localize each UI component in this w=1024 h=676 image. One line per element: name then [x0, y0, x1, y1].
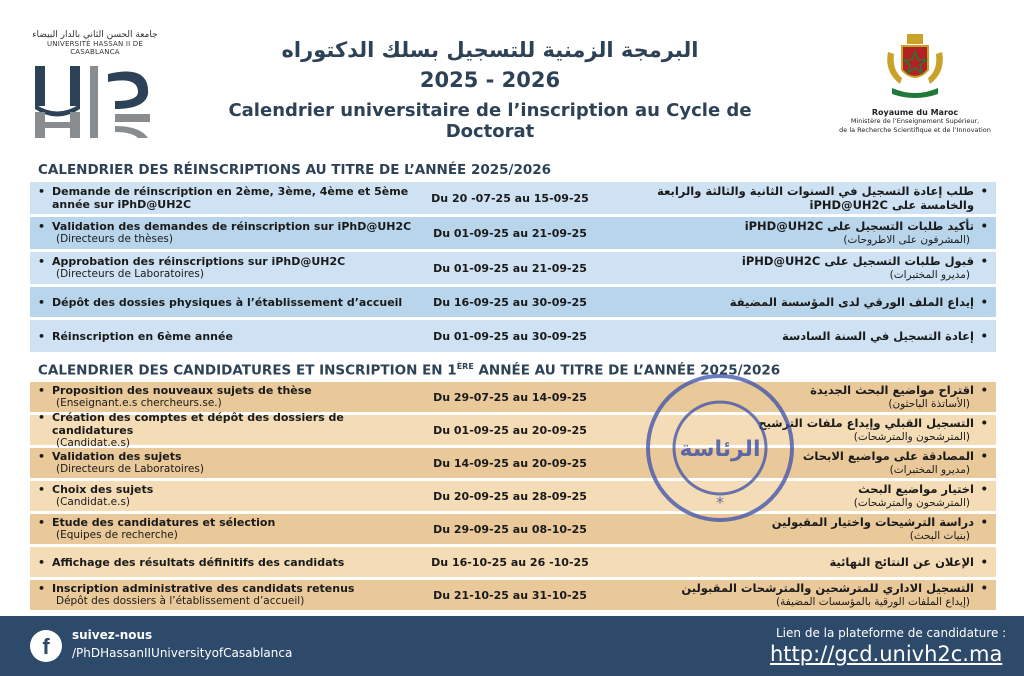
row-dates: Du 16-10-25 au 26 -10-25 [431, 555, 589, 569]
bullet-icon: • [38, 255, 46, 268]
page-title-block [190, 38, 790, 142]
row-dates: Du 20 -07-25 au 15-09-25 [431, 191, 589, 205]
row-ar-main: قبول طلبات التسجيل على iPHD@UH2C [741, 254, 974, 268]
row-fr [38, 384, 420, 410]
row-ar [600, 581, 988, 609]
row-fr-main: Inscription administrative des candidats retenus [52, 582, 355, 595]
row-fr-sub: (Candidat.e.s) [56, 436, 131, 449]
row-ar-sub: (بنيات البحث) [909, 530, 970, 542]
row-ar-main: التسجيل الاداري للمترشحين والمترشحات المقبولين [681, 581, 974, 595]
bullet-icon: • [38, 329, 46, 343]
row-ar-sub: (إيداع الملفات الورقية بالمؤسسات المضيفة) [775, 596, 970, 608]
bullet-icon: • [38, 295, 46, 309]
table-row [30, 514, 996, 544]
bullet-icon: • [38, 582, 46, 595]
university-name-ar: جامعة الحسن الثاني بالدار البيضاء [32, 30, 158, 40]
footer-bar [0, 616, 1024, 676]
ministry-line-1: Ministère de l’Enseignement Supérieur, [850, 117, 980, 125]
row-fr-sub: (Equipes de recherche) [56, 529, 178, 541]
ministry-block [830, 32, 1000, 135]
row-fr-main: Affichage des résultats définitifs des candidats [52, 555, 345, 569]
row-fr [38, 330, 420, 343]
row-fr-main: Choix des sujets [52, 483, 154, 496]
row-ar [600, 254, 988, 282]
row-ar-main: اقتراح مواضيع البحث الجديدة [810, 383, 974, 397]
row-ar-sub: (مديرو المختبرات) [889, 269, 970, 281]
row-fr [38, 255, 420, 281]
row-fr-sub: (Directeurs de Laboratoires) [56, 463, 204, 475]
table-row [30, 217, 996, 249]
row-dates: Du 29-09-25 au 08-10-25 [433, 522, 587, 536]
row-ar-main: المصادقة على مواضيع الابحاث [802, 449, 974, 463]
row-fr-sub: (Enseignant.e.s chercheurs.se.) [56, 397, 222, 409]
row-dates: Du 16-09-25 au 30-09-25 [433, 295, 587, 309]
row-fr-main: Validation des demandes de réinscription sur iPhD@UH2C [52, 220, 412, 233]
uh2c-monogram-icon [30, 64, 155, 139]
university-name-fr: UNIVERSITÉ HASSAN II DE CASABLANCA [46, 40, 144, 56]
bullet-icon: • [38, 185, 46, 198]
bullet-icon: • [980, 515, 988, 529]
row-fr-sub: (Candidat.e.s) [56, 496, 131, 508]
table-row [30, 287, 996, 317]
row-dates: Du 01-09-25 au 30-09-25 [433, 329, 587, 343]
row-ar-sub: (المترشحون والمترشحات) [853, 431, 970, 443]
row-ar [600, 184, 988, 212]
row-ar-main: الإعلان عن النتائج النهائية [829, 555, 974, 569]
bullet-icon: • [980, 295, 988, 309]
row-ar [600, 383, 988, 411]
svg-text:*: * [716, 493, 724, 512]
row-ar [600, 515, 988, 543]
row-fr [38, 296, 420, 309]
platform-link[interactable]: http://gcd.univh2c.ma [770, 642, 1003, 666]
platform-link-label: Lien de la plateforme de candidature : [776, 626, 1007, 640]
row-dates: Du 01-09-25 au 20-09-25 [433, 423, 587, 437]
bullet-icon: • [980, 449, 988, 463]
row-fr [38, 411, 420, 450]
row-fr-main: Dépôt des dossies physiques à l’établissement d’accueil [52, 295, 403, 309]
row-dates: Du 01-09-25 au 21-09-25 [433, 261, 587, 275]
row-fr [38, 582, 420, 608]
table-row [30, 547, 996, 577]
row-dates: Du 21-10-25 au 31-10-25 [433, 588, 587, 602]
follow-us-label: suivez-nous [72, 628, 153, 642]
row-dates: Du 20-09-25 au 28-09-25 [433, 489, 587, 503]
reinscriptions-section-title: CALENDRIER DES RÉINSCRIPTIONS AU TITRE DE L’ANNÉE 2025/2026 [38, 162, 552, 178]
row-ar [600, 295, 988, 309]
bullet-icon: • [980, 219, 988, 233]
row-ar [600, 449, 988, 477]
bullet-icon: • [980, 482, 988, 496]
bullet-icon: • [38, 516, 46, 529]
ministry-line-2: de la Recherche Scientifique et de l’Innovation [839, 126, 991, 134]
row-ar [600, 329, 988, 343]
row-fr-main: Etude des candidatures et sélection [52, 516, 276, 529]
row-fr [38, 185, 420, 211]
row-ar-main: تأكيد طلبات التسجيل على iPHD@UH2C [744, 219, 974, 233]
row-ar [600, 219, 988, 247]
university-logo [30, 30, 160, 143]
table-row [30, 252, 996, 284]
table-row [30, 580, 996, 610]
bullet-icon: • [980, 581, 988, 595]
row-dates: Du 14-09-25 au 20-09-25 [433, 456, 587, 470]
row-ar-main: إيداع الملف الورقي لدى المؤسسة المضيفة [729, 295, 974, 309]
bullet-icon: • [980, 329, 988, 343]
page-title-fr: Calendrier universitaire de l’inscription au Cycle de Doctorat [228, 100, 752, 142]
row-ar-main: دراسة الترشيحات واختيار المقبولين [771, 515, 974, 529]
page-title-ar: البرمجة الزمنية للتسجيل بسلك الدكتوراه [281, 38, 699, 62]
candidatures-section-title: CALENDRIER DES CANDIDATURES ET INSCRIPTION EN 1ÈRE ANNÉE AU TITRE DE L’ANNÉE 2025/2026 [38, 362, 781, 379]
stamp-text: الرئاسة [679, 437, 761, 462]
row-fr-main: Réinscription en 6ème année [52, 329, 233, 343]
row-fr [38, 516, 420, 542]
bullet-icon: • [980, 416, 988, 430]
row-ar [600, 555, 988, 569]
row-ar-main: التسجيل القبلي وإيداع ملفات الترشيح [758, 416, 974, 430]
reinscriptions-table [30, 182, 996, 355]
row-fr-main: Création des comptes et dépôt des dossiers de candidatures [52, 410, 344, 437]
row-ar [600, 416, 988, 444]
table-row [30, 182, 996, 214]
bullet-icon: • [980, 555, 988, 569]
moroccan-coat-of-arms-icon [880, 32, 950, 102]
bullet-icon: • [980, 184, 988, 198]
row-ar-main: إعادة التسجيل في السنة السادسة [782, 329, 974, 343]
row-dates: Du 01-09-25 au 21-09-25 [433, 226, 587, 240]
row-fr-main: Validation des sujets [52, 450, 182, 463]
row-ar-main: طلب إعادة التسجيل في السنوات الثانية والثالثة والرابعة والخامسة على iPHD@UH2C [657, 184, 974, 212]
kingdom-label: Royaume du Maroc [871, 108, 959, 117]
row-fr [38, 483, 420, 509]
row-fr-main: Proposition des nouveaux sujets de thèse [52, 384, 312, 397]
row-dates: Du 29-07-25 au 14-09-25 [433, 390, 587, 404]
row-fr-main: Demande de réinscription en 2ème, 3ème, 4ème et 5ème année sur iPhD@UH2C [52, 185, 409, 211]
row-fr-main: Approbation des réinscriptions sur iPhD@UH2C [52, 255, 346, 268]
bullet-icon: • [38, 384, 46, 397]
page-title-years: 2025 - 2026 [419, 68, 561, 92]
row-fr-sub: (Directeurs de Laboratoires) [56, 268, 204, 280]
bullet-icon: • [38, 220, 46, 233]
bullet-icon: • [980, 383, 988, 397]
row-fr-sub: (Directeurs de thèses) [56, 233, 173, 245]
table-row [30, 448, 996, 478]
table-row [30, 382, 996, 412]
facebook-page-link[interactable]: /PhDHassanIIUniversityofCasablanca [72, 646, 293, 660]
row-ar [600, 482, 988, 510]
table-row [30, 481, 996, 511]
bullet-icon: • [980, 254, 988, 268]
row-ar-sub: (مديرو المختبرات) [889, 464, 970, 476]
row-ar-sub: (المشرفون على الاطروحات) [843, 234, 970, 246]
bullet-icon: • [38, 450, 46, 463]
bullet-icon: • [38, 555, 46, 569]
row-ar-sub: (الأساتذة الباحثون) [888, 398, 970, 410]
bullet-icon: • [38, 410, 46, 424]
row-fr [38, 220, 420, 246]
bullet-icon: • [38, 483, 46, 496]
row-fr [38, 450, 420, 476]
row-ar-main: اختيار مواضيع البحث [858, 482, 974, 496]
table-row [30, 410, 996, 449]
row-fr-sub: Dépôt des dossiers à l’établissement d’accueil) [56, 595, 305, 607]
row-ar-sub: (المترشحون والمترشحات) [853, 497, 970, 509]
facebook-icon[interactable]: f [30, 630, 62, 662]
candidatures-table [30, 382, 996, 613]
row-fr [38, 556, 420, 569]
table-row [30, 320, 996, 352]
